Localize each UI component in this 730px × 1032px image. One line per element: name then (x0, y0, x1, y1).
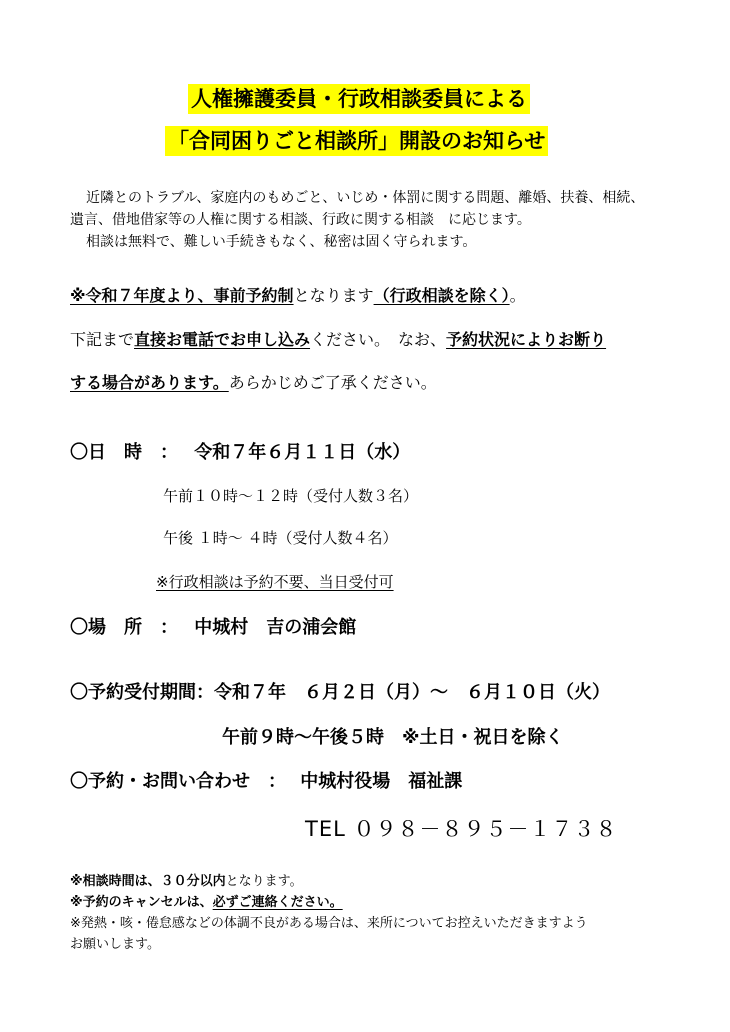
notice-line-2 (70, 329, 606, 351)
notice-decline: 予約状況によりお断り (446, 330, 607, 349)
intro-line-1: 近隣とのトラブル、家庭内のもめごと、いじめ・体罰に関する問題、離婚、扶養、相続、 (86, 190, 645, 206)
intro-line-3: 相談は無料で、難しい手続きもなく、秘密は固く守られます。 (86, 234, 477, 250)
admin-consult-note: ※行政相談は予約不要、当日受付可 (156, 573, 394, 591)
place-row (70, 616, 356, 640)
date-row (70, 441, 410, 465)
notice-text: となります (293, 286, 374, 305)
notice-phone-apply: 直接お電話でお申し込み (134, 330, 311, 349)
notice-line-3 (70, 372, 437, 394)
reservation-label: 〇予約受付期間： (70, 682, 214, 703)
notice-exception: （行政相談を除く） (373, 286, 510, 305)
notice-text: ください。 なお、 (310, 330, 447, 349)
date-label: 〇日 時 ： (70, 442, 178, 463)
place-label: 〇場 所 ： (70, 617, 178, 638)
afternoon-session: 午後 １時～ ４時（受付人数４名） (163, 529, 398, 547)
notice-decline-cont: する場合があります。 (70, 373, 229, 392)
footnote-text: となります。 (225, 874, 303, 889)
contact-value: 中城村役場 福祉課 (300, 771, 463, 792)
footnote-consult-time: ※相談時間は、３０分以内 (70, 874, 226, 889)
date-value: 令和７年６月１１日（水） (194, 442, 411, 463)
notice-line-1 (70, 285, 526, 307)
reservation-period: 令和７年 ６月２日（月）～ ６月１０日（火） (214, 682, 610, 703)
footnote-2 (70, 893, 343, 912)
footnote-3: ※発熱・咳・倦怠感などの体調不良がある場合は、来所についてお控えいただきますよう (70, 916, 588, 931)
footnote-cancel: ※予約のキャンセルは、 (70, 895, 213, 910)
title-line-1: 人権擁護委員・行政相談委員による (188, 84, 530, 114)
intro-line-2: 遺言、借地借家等の人権に関する相談、行政に関する相談 に応じます。 (70, 212, 531, 228)
place-value: 中城村 吉の浦会館 (194, 617, 357, 638)
contact-tel: TEL ０９８－８９５－１７３８ (305, 817, 618, 841)
morning-session: 午前１０時～１２時（受付人数３名） (163, 487, 419, 505)
notice-period: 。 (509, 286, 526, 305)
contact-row (70, 770, 462, 794)
title-line-2: 「合同困りごと相談所」開設のお知らせ (165, 126, 548, 156)
contact-label: 〇予約・お問い合わせ ： (70, 771, 286, 792)
notice-text: 下記まで (70, 330, 135, 349)
footnote-3-cont: お願いします。 (70, 937, 160, 952)
reservation-row (70, 681, 610, 705)
reservation-hours: 午前９時～午後５時 ※土日・祝日を除く (222, 727, 564, 748)
notice-reservation-system: ※令和７年度より、事前予約制 (70, 286, 294, 305)
notice-text: あらかじめご了承ください。 (228, 373, 437, 392)
footnote-1 (70, 872, 303, 891)
footnote-contact-required: 必ずご連絡ください。 (212, 895, 343, 910)
